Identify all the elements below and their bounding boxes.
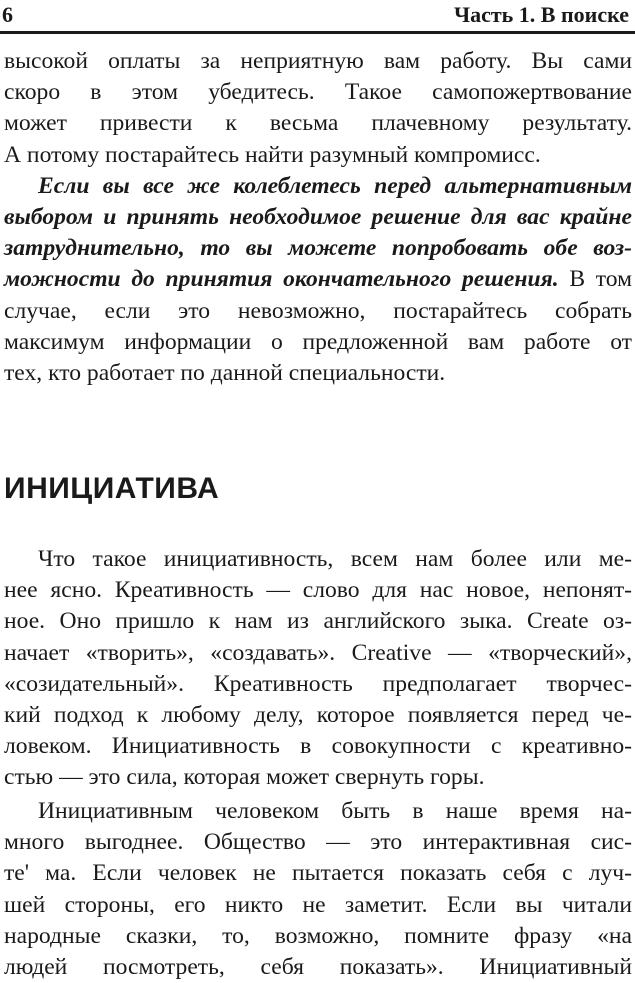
- text-line: ловеком. Инициативность в совокупности с креативно-: [4, 733, 632, 760]
- page-header: [0, 0, 635, 34]
- paragraph-creativity: [4, 544, 632, 794]
- text-line: скоро в этом убедитесь. Такое самопожертвование: [4, 79, 632, 106]
- text-line: шей стороны, его никто не заметит. Если вы читали: [4, 891, 632, 918]
- text-line: начает «творить», «создавать». Creative — «творческий»,: [4, 639, 632, 666]
- text-line: тех, кто работает по данной специальности.: [4, 359, 446, 386]
- text-line: может привести к весьма плачевному результату.: [4, 110, 632, 137]
- text-line: Инициативным человеком быть в наше время на-: [38, 798, 632, 824]
- plain-text: В том: [558, 266, 633, 293]
- text-line: кий подход к любому делу, которое появляется перед че-: [4, 701, 632, 728]
- text-line: случае, если это невозможно, постарайтесь собрать: [4, 297, 632, 324]
- text-line: высокой оплаты за неприятную вам работу. Вы сами: [4, 48, 632, 74]
- text-line: народные сказки, то, возможно, помните фразу «на: [4, 922, 632, 949]
- paragraph-continuation: [4, 46, 632, 389]
- text-line: «созидательный». Креативность предполагает творчес-: [4, 670, 632, 697]
- text-line: нее ясно. Креативность — слово для нас новое, непонят-: [4, 577, 632, 604]
- text-line: максимум информации о предложенной вам работе от: [4, 328, 632, 355]
- emphasis-text: можности до принятия окончательного решения.: [4, 266, 559, 293]
- text-line: Что такое инициативность, всем нам более или ме-: [38, 546, 632, 572]
- page-number: 6: [2, 2, 13, 27]
- section-heading: ИНИЦИАТИВА: [4, 472, 220, 505]
- emphasis-line: выбором и принять необходимое решение для вас крайне: [4, 203, 632, 230]
- paragraph-initiative: [4, 796, 632, 983]
- emphasis-line: затруднительно, то вы можете попробовать обе воз-: [4, 235, 632, 262]
- text-line: стью — это сила, которая может свернуть горы.: [4, 764, 485, 791]
- running-title: Часть 1. В поиске: [453, 2, 629, 27]
- mixed-line: [4, 264, 632, 295]
- text-line: ное. Оно пришло к нам из английского зыка. Create оз-: [4, 608, 632, 635]
- text-line: много выгоднее. Общество — это интерактивная сис-: [4, 829, 632, 856]
- text-line: те' ма. Если человек не пытается показать себя с луч-: [4, 860, 632, 887]
- emphasis-line: Если вы все же колеблетесь перед альтернативным: [38, 172, 632, 199]
- header-rule: [0, 31, 635, 34]
- text-line: А потому постарайтесь найти разумный компромисс.: [4, 141, 541, 168]
- text-line: людей посмотреть, себя показать». Инициативный: [4, 953, 632, 980]
